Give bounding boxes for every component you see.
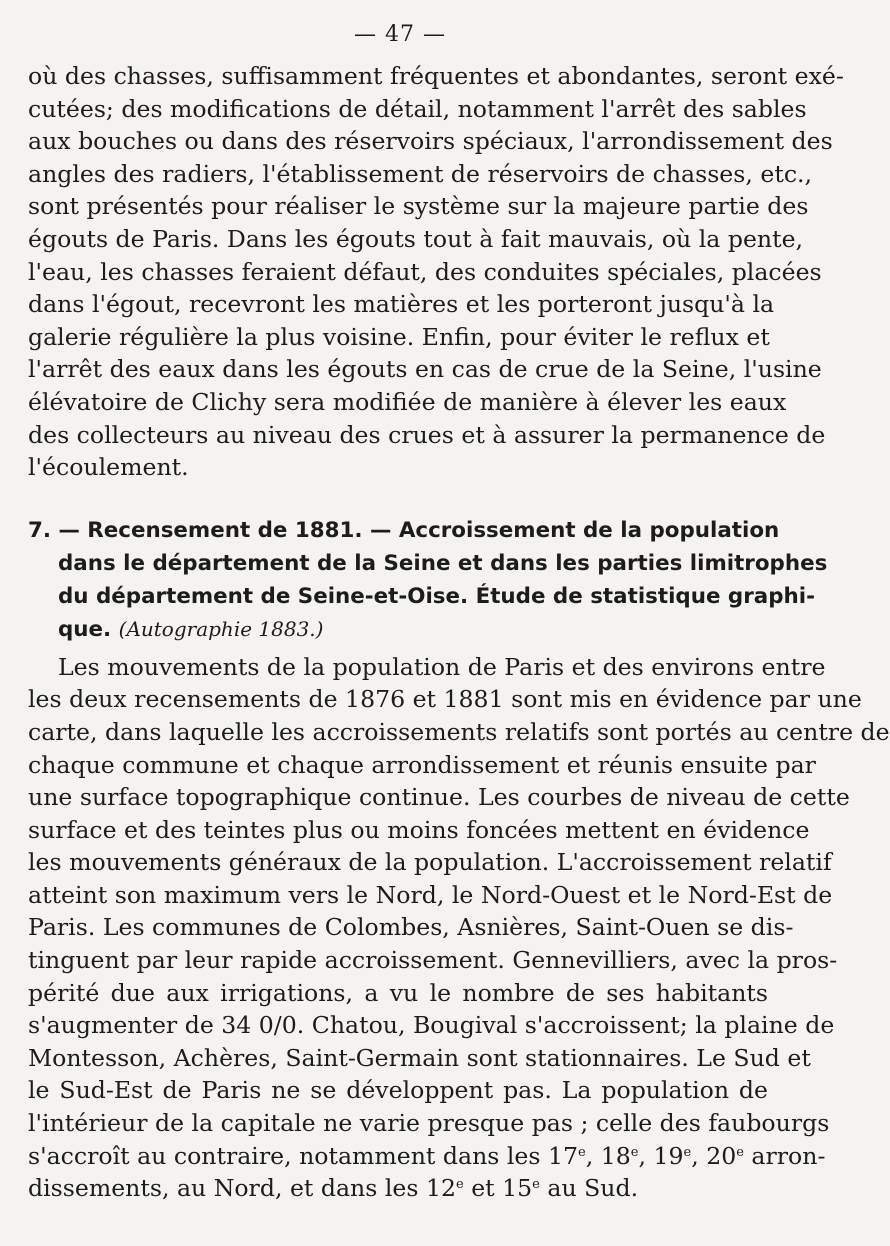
text-line: galerie régulière la plus voisine. Enfin, pour éviter le reflux et (28, 322, 770, 351)
text-line: dans l'égout, recevront les matières et les porteront jusqu'à la (28, 290, 775, 319)
text-line: les deux recensements de 1876 et 1881 sont mis en évidence par une (28, 685, 862, 714)
text-line (28, 1172, 768, 1205)
text-line: les mouvements généraux de la population. L'accroissement relatif (28, 848, 832, 877)
text-line: tinguent par leur rapide accroissement. Gennevilliers, avec la pros- (28, 946, 838, 975)
text-line: cutées; des modifications de détail, notamment l'arrêt des sables (28, 94, 807, 123)
text-line: chaque commune et chaque arrondissement et réunis ensuite par (28, 750, 816, 779)
section-note: (Autographie 1883.) (118, 616, 324, 641)
text-run: arron- (743, 1141, 826, 1170)
heading-line: dans le département de la Seine et dans les parties limitrophes (58, 550, 828, 576)
heading-word: que. (58, 616, 112, 642)
text-line: carte, dans laquelle les accroissements relatifs sont portés au centre de (28, 717, 890, 746)
text-line: le Sud-Est de Paris ne se développent pas. La population de (28, 1076, 768, 1105)
text-run: et 15 (463, 1174, 533, 1203)
text-line: Paris. Les communes de Colombes, Asnières, Saint-Ouen se dis- (28, 913, 794, 942)
text-line (28, 1140, 826, 1173)
text-line: sont présentés pour réaliser le système sur la majeure partie des (28, 192, 809, 221)
text-line: où des chasses, suffisamment fréquentes et abondantes, seront exé- (28, 62, 844, 90)
text-line: atteint son maximum vers le Nord, le Nord-Ouest et le Nord-Est de (28, 880, 833, 909)
text-line: périté due aux irrigations, a vu le nombre de ses habitants (28, 978, 768, 1007)
text-line: Les mouvements de la population de Paris et des environs entre (58, 652, 826, 681)
text-line: égouts de Paris. Dans les égouts tout à fait mauvais, où la pente, (28, 224, 804, 253)
text-run: , 18 (585, 1141, 631, 1170)
text-line: s'augmenter de 34 0/0. Chatou, Bougival s'accroissent; la plaine de (28, 1011, 835, 1040)
ordinal-sup: e (683, 1144, 692, 1160)
text-line: angles des radiers, l'établissement de réservoirs de chasses, etc., (28, 159, 813, 188)
text-line: l'eau, les chasses feraient défaut, des conduites spéciales, placées (28, 257, 822, 286)
text-line: élévatoire de Clichy sera modifiée de manière à élever les eaux (28, 387, 787, 416)
text-line: l'écoulement. (28, 453, 189, 482)
text-line: aux bouches ou dans des réservoirs spéciaux, l'arrondissement des (28, 127, 833, 156)
paragraph-population (28, 651, 890, 1205)
text-line: des collecteurs au niveau des crues et à assurer la permanence de (28, 420, 826, 449)
ordinal-sup: e (630, 1144, 639, 1160)
text-run: , 19 (638, 1141, 684, 1170)
text-run: dissements, au Nord, et dans les 12 (28, 1174, 456, 1203)
text-line: l'arrêt des eaux dans les égouts en cas de crue de la Seine, l'usine (28, 355, 822, 384)
text-line: surface et des teintes plus ou moins foncées mettent en évidence (28, 815, 810, 844)
text-run: au Sud. (539, 1174, 639, 1203)
page-content (28, 60, 890, 1205)
text-run: , 20 (691, 1141, 737, 1170)
text-line: une surface topographique continue. Les courbes de niveau de cette (28, 783, 850, 812)
text-line: Montesson, Achères, Saint-Germain sont stationnaires. Le Sud et (28, 1043, 811, 1072)
ordinal-sup: e (578, 1144, 586, 1160)
text-run: s'accroît au contraire, notamment dans les 17 (28, 1141, 579, 1170)
heading-line: 7. — Recensement de 1881. — Accroissement de la population (28, 517, 780, 543)
paragraph-sewers (28, 60, 844, 484)
page-number: — 47 — (354, 22, 446, 47)
ordinal-sup: e (532, 1177, 540, 1193)
ordinal-sup: e (456, 1177, 464, 1193)
heading-line (28, 613, 768, 646)
ordinal-sup: e (736, 1144, 744, 1160)
heading-line: du département de Seine-et-Oise. Étude de statistique graphi- (58, 583, 815, 609)
section-heading (28, 514, 828, 646)
text-line: l'intérieur de la capitale ne varie presque pas ; celle des faubourgs (28, 1109, 830, 1138)
